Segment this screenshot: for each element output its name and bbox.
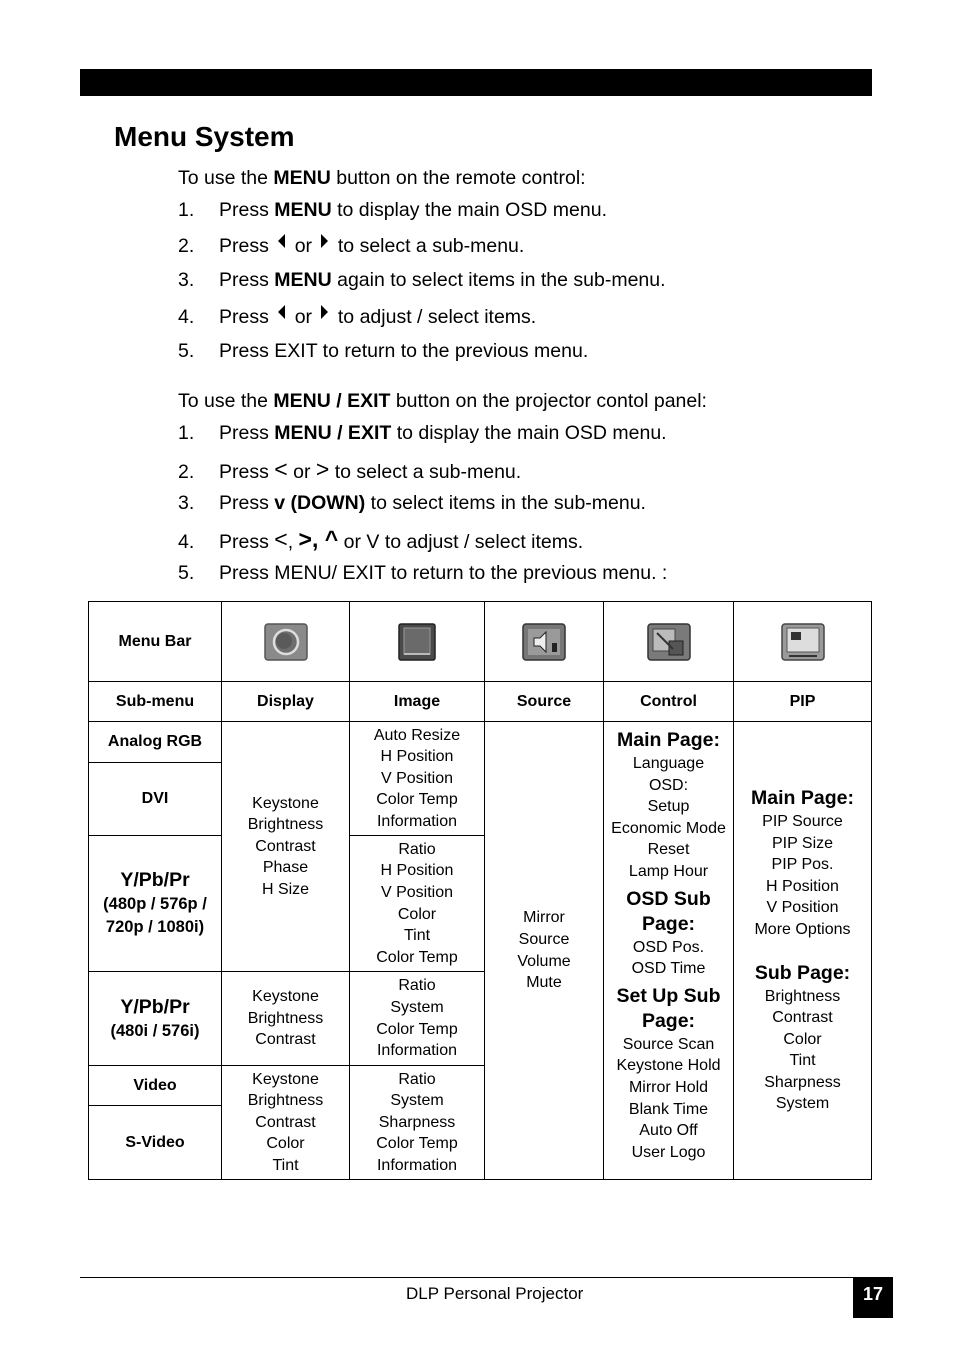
- column-pip: PIP: [734, 682, 872, 722]
- source-list: Mirror Source Volume Mute: [485, 722, 604, 1180]
- panel-step-3: 3. Press v (DOWN) to select items in the sub-menu.: [178, 492, 646, 514]
- menu-table: [88, 601, 872, 1180]
- image-icon-cell: [350, 602, 485, 682]
- row-video: Video: [89, 1066, 222, 1106]
- remote-step-2: 2. Press or to select a sub-menu.: [178, 235, 525, 257]
- display-list-c: Keystone Brightness Contrast Color Tint: [222, 1066, 350, 1180]
- page-number: 17: [853, 1277, 893, 1318]
- panel-intro: To use the MENU / EXIT button on the projector contol panel:: [178, 390, 707, 412]
- source-icon: [522, 623, 566, 661]
- menu-bar-label: Menu Bar: [89, 602, 222, 682]
- header-bar: [80, 69, 872, 96]
- panel-step-5: 5. Press MENU/ EXIT to return to the previous menu. :: [178, 562, 668, 584]
- row-analog-rgb: Analog RGB: [89, 722, 222, 763]
- footer-rule: [80, 1277, 855, 1278]
- pip-list: Main Page: PIP Source PIP Size PIP Pos. H Position V Position More Options Sub Page: Brightness Contrast Color Tint Sharpness System: [734, 722, 872, 1180]
- left-arrow-icon: [278, 305, 285, 319]
- panel-step-2: 2. Press < or > to select a sub-menu.: [178, 456, 522, 483]
- footer-product: DLP Personal Projector: [406, 1284, 584, 1303]
- remote-intro: To use the MENU button on the remote control:: [178, 167, 586, 189]
- display-list-b: Keystone Brightness Contrast: [222, 972, 350, 1066]
- source-icon-cell: [485, 602, 604, 682]
- left-arrow-icon: [278, 234, 285, 248]
- column-source: Source: [485, 682, 604, 722]
- panel-step-1: 1. Press MENU / EXIT to display the main OSD menu.: [178, 422, 667, 444]
- control-list: Main Page: Language OSD: Setup Economic Mode Reset Lamp Hour OSD Sub Page: OSD Pos. OSD Time Set Up Sub Page: Source Scan Keystone Hold Mirror Hold Blank Time Auto Off User Logo: [604, 722, 734, 1180]
- page-title: Menu System: [114, 121, 295, 152]
- display-list-a: Keystone Brightness Contrast Phase H Size: [222, 722, 350, 972]
- sub-menu-label: Sub-menu: [89, 682, 222, 722]
- column-display: Display: [222, 682, 350, 722]
- remote-step-3: 3. Press MENU again to select items in the sub-menu.: [178, 269, 666, 291]
- row-dvi: DVI: [89, 763, 222, 836]
- image-list-c: Ratio System Color Temp Information: [350, 972, 485, 1066]
- right-arrow-icon: [321, 234, 328, 248]
- display-icon-cell: [222, 602, 350, 682]
- image-list-d: Ratio System Sharpness Color Temp Information: [350, 1066, 485, 1180]
- image-icon: [395, 623, 439, 661]
- row-ypbpr-hd: Y/Pb/Pr (480p / 576p / 720p / 1080i): [89, 836, 222, 972]
- column-control: Control: [604, 682, 734, 722]
- image-list-a: Auto Resize H Position V Position Color Temp Information: [350, 722, 485, 836]
- image-list-b: Ratio H Position V Position Color Tint Color Temp: [350, 836, 485, 972]
- row-s-video: S-Video: [89, 1106, 222, 1180]
- control-icon-cell: [604, 602, 734, 682]
- pip-icon-cell: [734, 602, 872, 682]
- column-image: Image: [350, 682, 485, 722]
- remote-step-1: 1. Press MENU to display the main OSD menu.: [178, 199, 607, 221]
- remote-step-4: 4. Press or to adjust / select items.: [178, 306, 537, 328]
- remote-step-5: 5. Press EXIT to return to the previous menu.: [178, 340, 589, 362]
- row-ypbpr-sd: Y/Pb/Pr (480i / 576i): [89, 972, 222, 1066]
- control-icon: [647, 623, 691, 661]
- panel-step-4: 4. Press <, >, ^ or V to adjust / select items.: [178, 526, 584, 553]
- right-arrow-icon: [321, 305, 328, 319]
- display-icon: [264, 623, 308, 661]
- pip-icon: [781, 623, 825, 661]
